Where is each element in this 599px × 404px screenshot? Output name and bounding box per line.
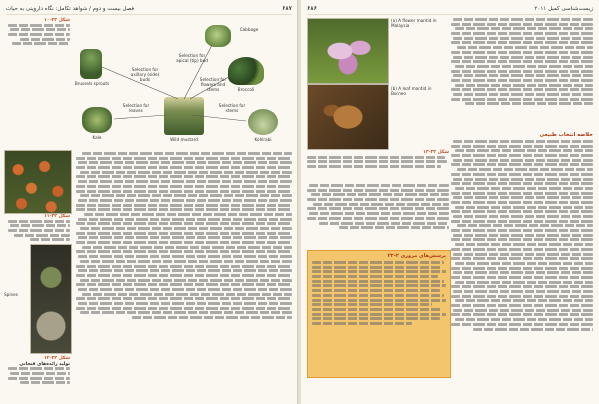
figure-12-title: تولید زائده‌های فنجانی bbox=[19, 361, 70, 367]
label-kohlrabi: Kohlrabi bbox=[254, 137, 272, 142]
flower-mantid-label: (a) A flower mantid in Malaysia bbox=[391, 18, 437, 28]
label-cabbage: Cabbage bbox=[239, 27, 259, 32]
figure-11-photo bbox=[4, 150, 72, 214]
figure-11-caption bbox=[4, 214, 70, 243]
label-apical-bud: Selection for apical (tip) bud bbox=[176, 53, 208, 63]
left-page-header bbox=[6, 4, 292, 15]
label-kale: Kale bbox=[92, 135, 102, 140]
left-page-number: ۶۸۷ bbox=[282, 6, 292, 12]
natural-selection-summary-heading: خلاصه انتخاب طبیعی bbox=[539, 132, 593, 138]
label-leaves: Selection for leaves bbox=[122, 103, 150, 113]
leaf-mantid-photo bbox=[307, 84, 389, 150]
review-questions-box bbox=[307, 250, 451, 378]
label-axillary-buds: Selection for axillary (side) buds bbox=[130, 67, 160, 82]
figure-11-number: شکل ۲۲-۱۱ bbox=[43, 214, 70, 219]
figure-artificial-selection bbox=[74, 17, 292, 150]
flower-mantid-photo bbox=[307, 18, 389, 84]
leaf-mantid-label: (b) A leaf mantid in Borneo bbox=[391, 86, 432, 96]
selection-arrows bbox=[74, 17, 292, 150]
label-flowers-stems: Selection for flowers and stems bbox=[199, 77, 227, 92]
left-page bbox=[0, 0, 299, 404]
figure-13-caption bbox=[307, 150, 449, 180]
right-body-text-middle bbox=[307, 184, 449, 231]
right-page-header-title: زیست‌شناسی کمبل ۲۰۱۱ bbox=[534, 6, 593, 12]
label-wild-mustard: Wild mustard bbox=[170, 137, 198, 142]
figure-12-photo bbox=[30, 244, 72, 354]
right-body-text-top bbox=[451, 18, 593, 107]
label-brussels-sprouts: Brussels sprouts bbox=[74, 81, 110, 86]
figure-12-number: شکل ۲۲-۱۲ bbox=[43, 356, 70, 361]
left-body-text bbox=[74, 152, 292, 321]
right-page bbox=[301, 0, 599, 404]
review-questions-title: پرسش‌های مروری ۲-۲۲ bbox=[387, 253, 446, 259]
figure-12-caption bbox=[4, 356, 70, 386]
figure-10-caption bbox=[4, 18, 70, 47]
right-body-text-bottom bbox=[451, 140, 593, 332]
right-page-number: ۶۸۶ bbox=[307, 6, 317, 12]
label-stems: Selection for stems bbox=[218, 103, 246, 113]
left-page-header-title: فصل بیست و دوم / شواهد تکامل: نگاه داروینی به حیات bbox=[6, 6, 135, 12]
right-page-header bbox=[307, 4, 593, 15]
figure-13-number: شکل ۲۲-۱۳ bbox=[422, 150, 449, 155]
figure-10-number: شکل ۲۲-۱۰ bbox=[43, 18, 70, 23]
label-broccoli: Broccoli bbox=[237, 87, 255, 92]
label-spines: Spines bbox=[4, 292, 18, 297]
